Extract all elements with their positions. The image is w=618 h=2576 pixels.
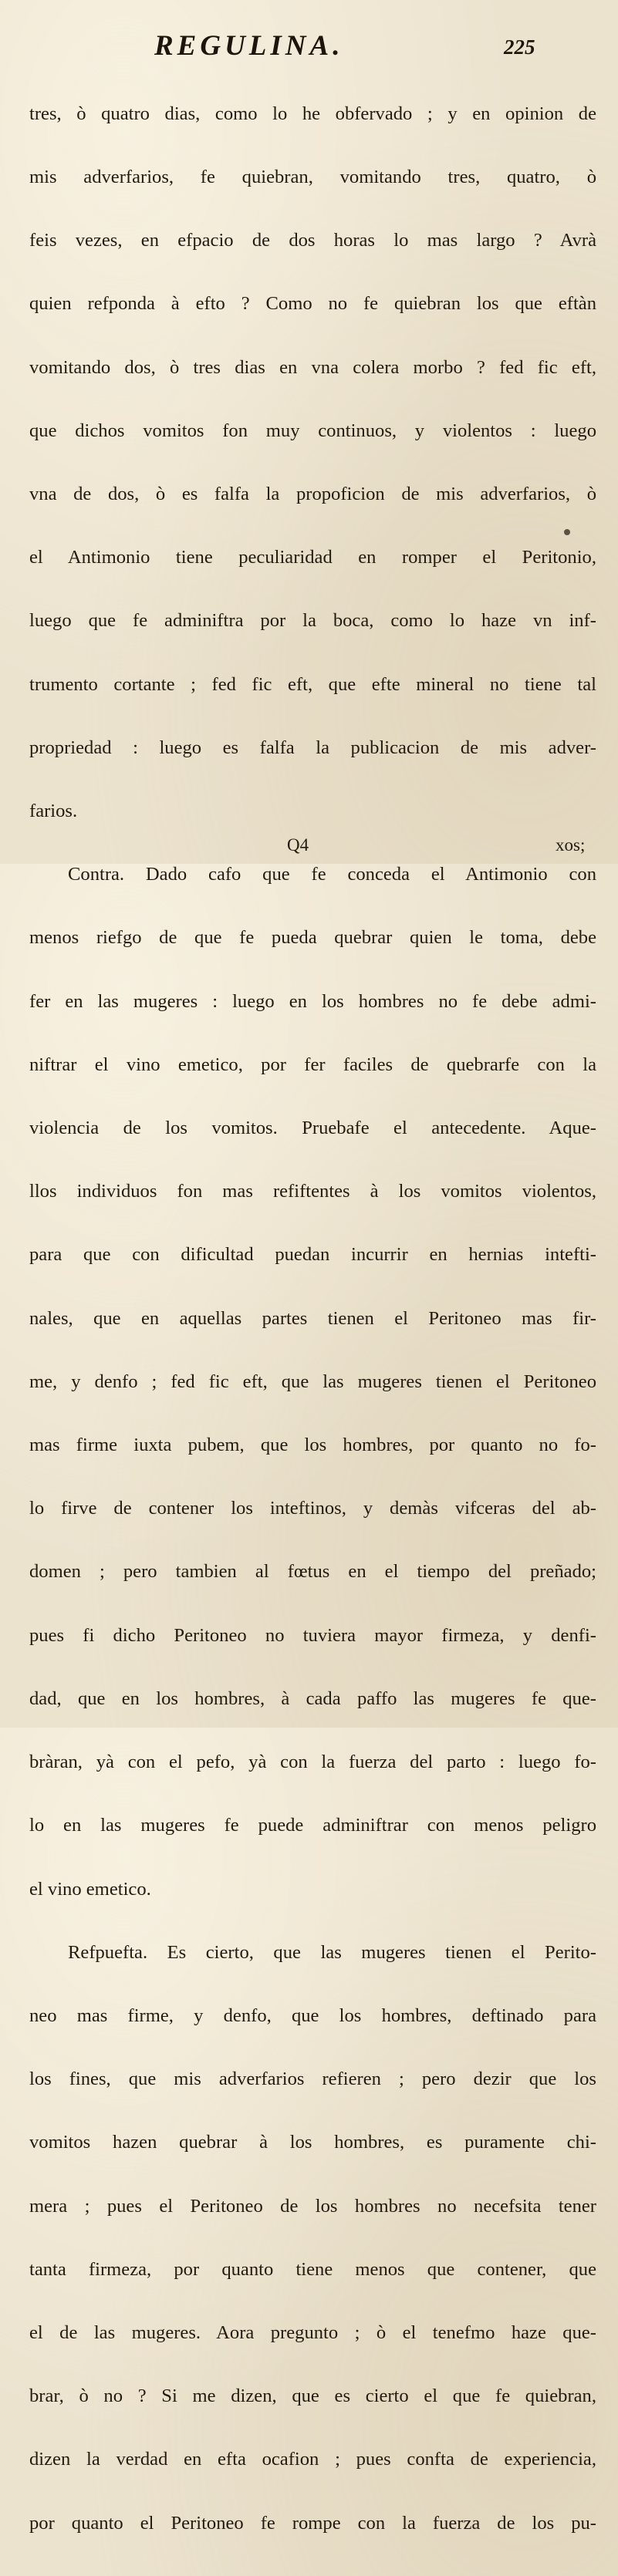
running-head: REGULINA. — [154, 30, 344, 62]
text-line: mis adverfarios, fe quiebran, vomitando tres, quatro, ò — [29, 167, 596, 188]
text-line: mas firme iuxta pubem, que los hombres, por quanto no fo- — [29, 1435, 596, 1456]
text-line: el Antimonio tiene peculiaridad en romper el Peritonio, — [29, 547, 596, 568]
text-line: feis vezes, en efpacio de dos horas lo mas largo ? Avrà — [29, 230, 596, 251]
text-line: vomitos hazen quebrar à los hombres, es puramente chi- — [29, 2132, 596, 2153]
text-line: niftrar el vino emetico, por fer faciles de quebrarfe con la — [29, 1054, 596, 1075]
text-line: luego que fe adminiftra por la boca, como lo haze vn inf- — [29, 610, 596, 632]
text-line: me, y denfo ; fed fic eft, que las mugeres tienen el Peritoneo — [29, 1371, 596, 1392]
text-line-paragraph-start: Refpuefta. Es cierto, que las mugeres tienen el Perito- — [68, 1941, 596, 1963]
signature-mark: Q4 — [287, 835, 309, 855]
text-line: quien refponda à efto ? Como no fe quiebran los que eftàn — [29, 293, 596, 315]
text-line: mera ; pues el Peritoneo de los hombres no necefsita tener — [29, 2195, 596, 2217]
text-line: violencia de los vomitos. Pruebafe el antecedente. Aque- — [29, 1118, 596, 1139]
text-line: vna de dos, ò es falfa la propoficion de mis adverfarios, ò — [29, 484, 596, 505]
page-number: 225 — [504, 35, 535, 59]
text-line: tanta firmeza, por quanto tiene menos que contener, que — [29, 2258, 596, 2280]
text-line: para que con dificultad puedan incurrir en hernias intefti- — [29, 1244, 596, 1266]
text-line: por quanto el Peritoneo fe rompe con la fuerza de los pu- — [29, 2512, 596, 2534]
text-line: llos individuos fon mas refiftentes à los vomitos violentos, — [29, 1181, 596, 1202]
catchword: xos; — [556, 835, 586, 855]
text-line: los fines, que mis adverfarios refieren ; pero dezir que los — [29, 2069, 596, 2090]
text-line: nales, que en aquellas partes tienen el Peritoneo mas fir- — [29, 1307, 596, 1329]
text-line: pues fi dicho Peritoneo no tuviera mayor firmeza, y denfi- — [29, 1624, 596, 1646]
text-line: farios. — [29, 801, 78, 822]
text-line: brar, ò no ? Si me dizen, que es cierto el que fe quiebran, — [29, 2385, 596, 2407]
text-line: menos riefgo de que fe pueda quebrar quien le toma, debe — [29, 927, 596, 949]
text-line: el de las mugeres. Aora pregunto ; ò el tenefmo haze que- — [29, 2321, 596, 2343]
text-line: lo firve de contener los inteftinos, y demàs vifceras del ab- — [29, 1498, 596, 1519]
page-header — [0, 29, 618, 63]
text-line: fer en las mugeres : luego en los hombres no fe debe admi- — [29, 990, 596, 1012]
page-footer — [0, 835, 618, 858]
text-line: que dichos vomitos fon muy continuos, y violentos : luego — [29, 420, 596, 441]
text-line: bràran, yà con el pefo, yà con la fuerza del parto : luego fo- — [29, 1752, 596, 1773]
text-line: vomitando dos, ò tres dias en vna colera morbo ? fed fic eft, — [29, 356, 596, 378]
ink-spot — [564, 529, 570, 535]
text-line-paragraph-start: Contra. Dado cafo que fe conceda el Antimonio con — [68, 864, 596, 885]
text-line: domen ; pero tambien al fœtus en el tiempo del preñado; — [29, 1561, 596, 1583]
text-line: neo mas firme, y denfo, que los hombres, deftinado para — [29, 2004, 596, 2026]
text-line: trumento cortante ; fed fic eft, que efte mineral no tiene tal — [29, 673, 596, 695]
text-line: propriedad : luego es falfa la publicacion de mis adver- — [29, 737, 596, 758]
text-line: tres, ò quatro dias, como lo he obfervado ; y en opinion de — [29, 103, 596, 124]
text-line: el vino emetico. — [29, 1878, 151, 1900]
text-line: dad, que en los hombres, à cada paffo las mugeres fe que- — [29, 1688, 596, 1709]
body-text — [29, 61, 596, 2576]
text-line: dizen la verdad en efta ocafion ; pues confta de experiencia, — [29, 2449, 596, 2470]
text-line: lo en las mugeres fe puede adminiftrar con menos peligro — [29, 1815, 596, 1836]
